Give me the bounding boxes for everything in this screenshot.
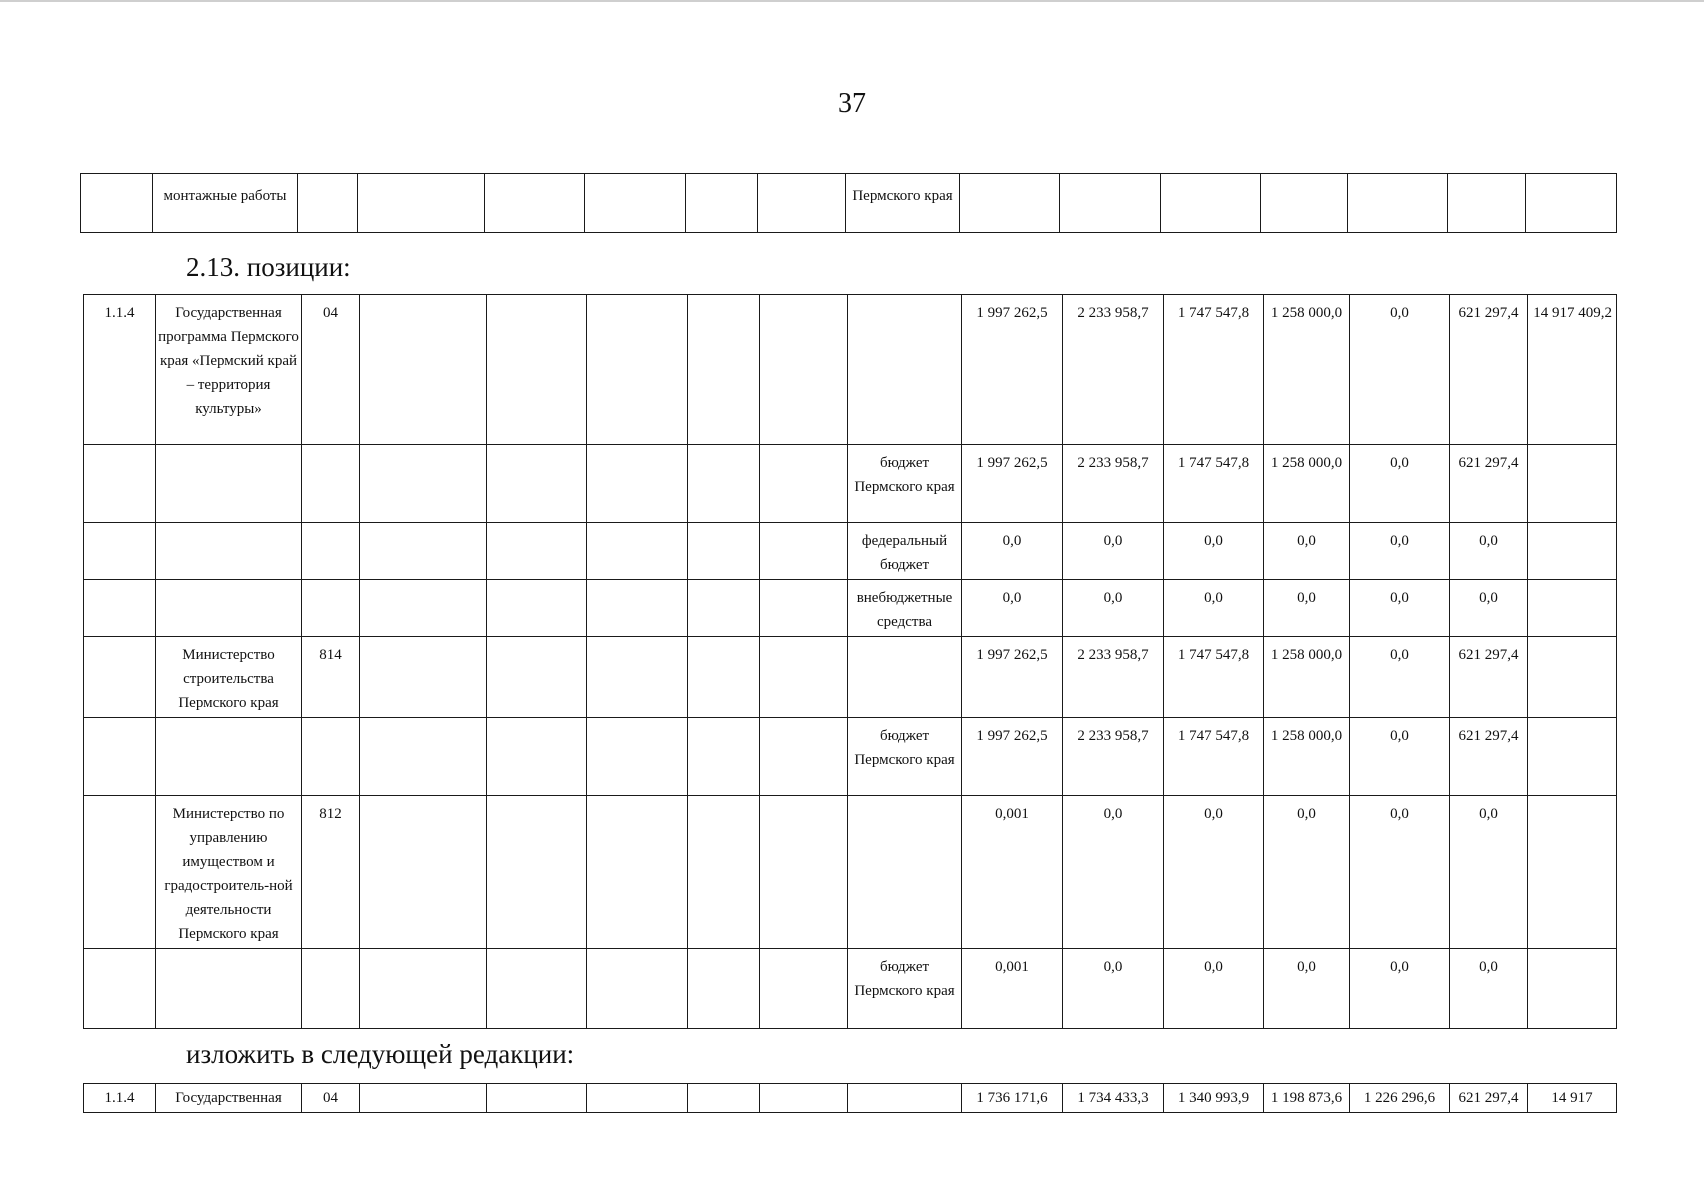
table-row <box>84 796 1617 949</box>
cell-v4: 1 258 000,0 <box>1264 718 1350 796</box>
cell-name: Министерство по управлению имуществом и градостроитель-ной деятельности Пермского края <box>156 796 302 949</box>
cell-c8 <box>760 295 848 445</box>
cell-v3: 1 340 993,9 <box>1164 1084 1264 1113</box>
cell-c8 <box>760 523 848 580</box>
cell-c7 <box>688 949 760 1029</box>
cell-c7 <box>688 796 760 949</box>
cell-c5 <box>487 523 587 580</box>
cell-c6 <box>587 637 688 718</box>
cell-v1: 0,0 <box>962 580 1063 637</box>
cell-v6: 621 297,4 <box>1450 295 1528 445</box>
cell-v3: 1 747 547,8 <box>1164 637 1264 718</box>
cell-source: федеральный бюджет <box>848 523 962 580</box>
cell-c4 <box>360 796 487 949</box>
cell-v1: 1 736 171,6 <box>962 1084 1063 1113</box>
cell-c5 <box>487 637 587 718</box>
cell-total <box>1528 580 1617 637</box>
cell-source <box>848 295 962 445</box>
cell-v5: 0,0 <box>1350 523 1450 580</box>
cell-c8 <box>760 637 848 718</box>
cell-name: монтажные работы <box>153 174 298 233</box>
cell-name <box>156 718 302 796</box>
cell-code: 1.1.4 <box>84 1084 156 1113</box>
cell-total <box>1528 949 1617 1029</box>
cell-v1: 1 997 262,5 <box>962 637 1063 718</box>
cell-v1: 0,001 <box>962 949 1063 1029</box>
cell-total <box>1528 445 1617 523</box>
cell-grbs <box>302 949 360 1029</box>
cell-v4: 0,0 <box>1264 796 1350 949</box>
cell-source <box>848 796 962 949</box>
table-row <box>84 718 1617 796</box>
cell-v1: 1 997 262,5 <box>962 445 1063 523</box>
cell-v4: 1 258 000,0 <box>1264 445 1350 523</box>
cell-c6 <box>587 949 688 1029</box>
cell-c7 <box>688 445 760 523</box>
cell-v6: 621 297,4 <box>1450 445 1528 523</box>
cell-total: 14 917 409,2 <box>1528 295 1617 445</box>
cell-v3: 1 747 547,8 <box>1164 445 1264 523</box>
table-row <box>81 174 1617 233</box>
table-row <box>84 445 1617 523</box>
cell-v3: 1 747 547,8 <box>1164 718 1264 796</box>
cell-v2: 2 233 958,7 <box>1063 445 1164 523</box>
cell-v4: 1 258 000,0 <box>1264 637 1350 718</box>
cell-v1: 1 997 262,5 <box>962 718 1063 796</box>
cell-v1: 0,001 <box>962 796 1063 949</box>
cell-v5: 0,0 <box>1350 796 1450 949</box>
cell-grbs <box>302 445 360 523</box>
cell-c4 <box>360 718 487 796</box>
cell-v1: 0,0 <box>962 523 1063 580</box>
heading-replace: изложить в следующей редакции: <box>186 1039 575 1069</box>
new-positions-table <box>83 1083 1617 1113</box>
cell-c5 <box>487 580 587 637</box>
table-row <box>84 949 1617 1029</box>
page-number: 37 <box>838 88 866 119</box>
cell-c8 <box>760 580 848 637</box>
cell-v4: 1 258 000,0 <box>1264 295 1350 445</box>
cell-v3: 1 747 547,8 <box>1164 295 1264 445</box>
cell-c5 <box>487 295 587 445</box>
old-positions-table <box>83 294 1617 1029</box>
cell-total <box>1528 718 1617 796</box>
cell-source <box>848 637 962 718</box>
cell-c7 <box>688 295 760 445</box>
cell-c5 <box>487 949 587 1029</box>
cell-source: внебюджетные средства <box>848 580 962 637</box>
cell-v2: 2 233 958,7 <box>1063 718 1164 796</box>
cell-c5 <box>487 718 587 796</box>
cell-v6: 621 297,4 <box>1450 718 1528 796</box>
cell-v5: 0,0 <box>1350 718 1450 796</box>
cell-name <box>156 580 302 637</box>
cell-c5 <box>487 796 587 949</box>
cell-v4: 1 198 873,6 <box>1264 1084 1350 1113</box>
scan-edge <box>0 0 1704 2</box>
cell-code <box>84 718 156 796</box>
cell-c4 <box>360 580 487 637</box>
cell-v3: 0,0 <box>1164 949 1264 1029</box>
cell-code <box>84 580 156 637</box>
cell-grbs: 814 <box>302 637 360 718</box>
cell-c7 <box>688 718 760 796</box>
cell-v2: 1 734 433,3 <box>1063 1084 1164 1113</box>
cell-c7 <box>688 580 760 637</box>
cell-name: Министерство строительства Пермского края <box>156 637 302 718</box>
cell-name: Государственная <box>156 1084 302 1113</box>
cell-v6: 621 297,4 <box>1450 637 1528 718</box>
cell-code <box>84 949 156 1029</box>
cell-code <box>84 796 156 949</box>
cell-grbs: 812 <box>302 796 360 949</box>
cell-c6 <box>587 523 688 580</box>
cell-name <box>156 445 302 523</box>
cell-code <box>84 445 156 523</box>
cell-total <box>1528 523 1617 580</box>
cell-v3: 0,0 <box>1164 523 1264 580</box>
cell-total <box>1528 796 1617 949</box>
cell-c4 <box>360 295 487 445</box>
cell-grbs: 04 <box>302 295 360 445</box>
cell-source: бюджет Пермского края <box>848 718 962 796</box>
cell-v5: 0,0 <box>1350 295 1450 445</box>
cell-v1: 1 997 262,5 <box>962 295 1063 445</box>
cell-code: 1.1.4 <box>84 295 156 445</box>
cell-v6: 621 297,4 <box>1450 1084 1528 1113</box>
table-row <box>84 295 1617 445</box>
cell-c6 <box>587 718 688 796</box>
cell-grbs <box>302 718 360 796</box>
cell-v6: 0,0 <box>1450 796 1528 949</box>
cell-c6 <box>587 796 688 949</box>
cell-v5: 0,0 <box>1350 949 1450 1029</box>
cell-v2: 0,0 <box>1063 523 1164 580</box>
cell-source: бюджет Пермского края <box>848 445 962 523</box>
cell-v4: 0,0 <box>1264 523 1350 580</box>
cell-source: бюджет Пермского края <box>848 949 962 1029</box>
cell-c4 <box>360 523 487 580</box>
cell-c7 <box>688 637 760 718</box>
cell-v6: 0,0 <box>1450 523 1528 580</box>
cell-name <box>156 949 302 1029</box>
cell-total <box>1528 637 1617 718</box>
cell-c8 <box>760 949 848 1029</box>
cell-v5: 0,0 <box>1350 445 1450 523</box>
heading-positions: 2.13. позиции: <box>186 252 351 282</box>
cell-v5: 1 226 296,6 <box>1350 1084 1450 1113</box>
cell-v3: 0,0 <box>1164 580 1264 637</box>
table-row <box>84 580 1617 637</box>
cell-v4: 0,0 <box>1264 580 1350 637</box>
cell-c8 <box>760 445 848 523</box>
table-row <box>84 523 1617 580</box>
cell-c4 <box>360 949 487 1029</box>
cell-v5: 0,0 <box>1350 637 1450 718</box>
cell-v6: 0,0 <box>1450 949 1528 1029</box>
cell-c5 <box>487 445 587 523</box>
cell-c4 <box>360 445 487 523</box>
cell-v2: 0,0 <box>1063 949 1164 1029</box>
cell-c8 <box>760 796 848 949</box>
cell-name <box>156 523 302 580</box>
cell-v2: 2 233 958,7 <box>1063 295 1164 445</box>
table-row <box>84 637 1617 718</box>
cell-c7 <box>688 523 760 580</box>
continuation-table <box>80 173 1617 233</box>
cell-grbs <box>302 580 360 637</box>
cell-source: Пермского края <box>846 174 960 233</box>
cell-code <box>84 523 156 580</box>
cell-v3: 0,0 <box>1164 796 1264 949</box>
cell-v2: 0,0 <box>1063 796 1164 949</box>
cell-v6: 0,0 <box>1450 580 1528 637</box>
table-row <box>84 1084 1617 1113</box>
cell-grbs <box>302 523 360 580</box>
cell-v5: 0,0 <box>1350 580 1450 637</box>
cell-c6 <box>587 295 688 445</box>
cell-name: Государственная программа Пермского края «Пермский край – территория культуры» <box>156 295 302 445</box>
cell-total: 14 917 <box>1528 1084 1617 1113</box>
cell-v2: 2 233 958,7 <box>1063 637 1164 718</box>
cell-grbs: 04 <box>302 1084 360 1113</box>
cell-c6 <box>587 445 688 523</box>
cell-c4 <box>360 637 487 718</box>
cell-c8 <box>760 718 848 796</box>
cell-code <box>84 637 156 718</box>
cell-v4: 0,0 <box>1264 949 1350 1029</box>
cell-c6 <box>587 580 688 637</box>
cell-v2: 0,0 <box>1063 580 1164 637</box>
